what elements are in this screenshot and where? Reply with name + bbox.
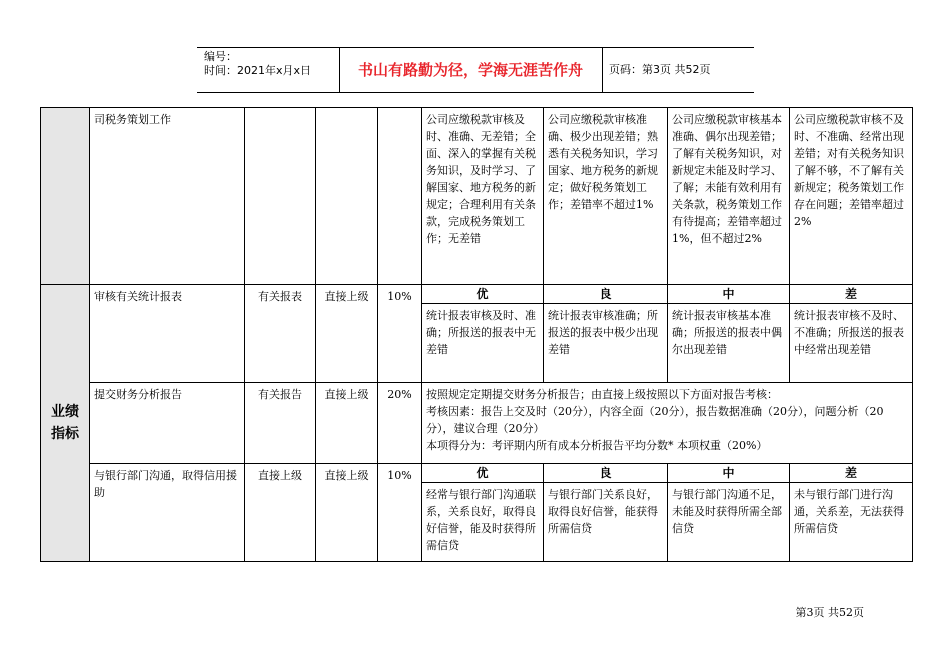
- item-name: 司税务策划工作: [90, 108, 245, 285]
- table-row: [41, 285, 913, 304]
- header-divider: [602, 48, 603, 92]
- rating-good-header: 良: [544, 285, 668, 304]
- criteria-excellent: 经常与银行部门沟通联系，关系良好，取得良好信誉，能及时获得所需信贷: [422, 483, 544, 562]
- criteria-fair: 公司应缴税款审核基本准确、偶尔出现差错；了解有关税务知识，对新规定未能及时学习、了解；未能有效利用有关条款，税务策划工作有待提高；差错率超过1%，但不超过2%: [668, 108, 790, 285]
- criteria-poor: 统计报表审核不及时、不准确；所报送的报表中经常出现差错: [790, 304, 913, 383]
- criteria-excellent: 统计报表审核及时、准确；所报送的报表中无差错: [422, 304, 544, 383]
- data-source: 有关报告: [245, 383, 316, 464]
- criteria-good: 公司应缴税款审核准确、极少出现差错；熟悉有关税务知识，学习国家、地方税务的新规定；做好税务策划工作；差错率不超过1%: [544, 108, 668, 285]
- criteria-fair: 与银行部门沟通不足，未能及时获得所需全部信贷: [668, 483, 790, 562]
- page-header: [197, 47, 754, 93]
- weight: [378, 108, 422, 285]
- report-criteria-line: 按照规定定期提交财务分析报告；由直接上级按照以下方面对报告考核：: [426, 388, 778, 401]
- rating-fair-header: 中: [668, 464, 790, 483]
- table-row: [41, 383, 913, 464]
- data-source: 直接上级: [245, 464, 316, 562]
- assessor: 直接上级: [316, 383, 378, 464]
- item-name: 提交财务分析报告: [90, 383, 245, 464]
- criteria-good: 统计报表审核准确；所报送的报表中极少出现差错: [544, 304, 668, 383]
- criteria-poor: 公司应缴税款审核不及时、不准确、经常出现差错；对有关税务知识了解不够，不了解有关新规定；税务策划工作存在问题；差错率超过2%: [790, 108, 913, 285]
- report-criteria-line: 考核因素：报告上交及时（20分），内容全面（20分），报告数据准确（20分），问题分析（20分），建议合理（20分）: [426, 405, 884, 435]
- footer-page-number: 第3页 共52页: [795, 606, 864, 619]
- rating-poor-header: 差: [790, 464, 913, 483]
- assessor: 直接上级: [316, 285, 378, 383]
- category-label: 业绩指标: [41, 285, 90, 562]
- header-page-number: 页码：第3页 共52页: [609, 63, 711, 76]
- weight: 10%: [378, 285, 422, 383]
- rating-excellent-header: 优: [422, 285, 544, 304]
- header-motto: 书山有路勤为径，学海无涯苦作舟: [357, 61, 583, 79]
- kpi-table: [40, 107, 913, 562]
- weight: 10%: [378, 464, 422, 562]
- criteria-excellent: 公司应缴税款审核及时、准确、无差错；全面、深入的掌握有关税务知识，及时学习、了解国家、地方税务的新规定；合理利用有关条款，完成税务策划工作；无差错: [422, 108, 544, 285]
- criteria-poor: 未与银行部门进行沟通，关系差，无法获得所需信贷: [790, 483, 913, 562]
- table-row: [41, 108, 913, 285]
- data-source: 有关报表: [245, 285, 316, 383]
- document-number-label: 编号：: [204, 50, 237, 63]
- rating-excellent-header: 优: [422, 464, 544, 483]
- table-row: [41, 464, 913, 483]
- header-meta: [204, 50, 311, 78]
- report-criteria-line: 本项得分为：考评期内所有成本分析报告平均分数* 本项权重（20%）: [426, 439, 768, 452]
- assessor: [316, 108, 378, 285]
- weight: 20%: [378, 383, 422, 464]
- criteria-fair: 统计报表审核基本准确；所报送的报表中偶尔出现差错: [668, 304, 790, 383]
- report-criteria: [422, 383, 913, 464]
- criteria-good: 与银行部门关系良好，取得良好信誉，能获得所需信贷: [544, 483, 668, 562]
- rating-fair-header: 中: [668, 285, 790, 304]
- data-source: [245, 108, 316, 285]
- assessor: 直接上级: [316, 464, 378, 562]
- rating-poor-header: 差: [790, 285, 913, 304]
- document-date-label: 时间：2021年x月x日: [204, 64, 312, 77]
- rating-good-header: 良: [544, 464, 668, 483]
- category-cell: [41, 108, 90, 285]
- item-name: 审核有关统计报表: [90, 285, 245, 383]
- item-name: 与银行部门沟通，取得信用援助: [90, 464, 245, 562]
